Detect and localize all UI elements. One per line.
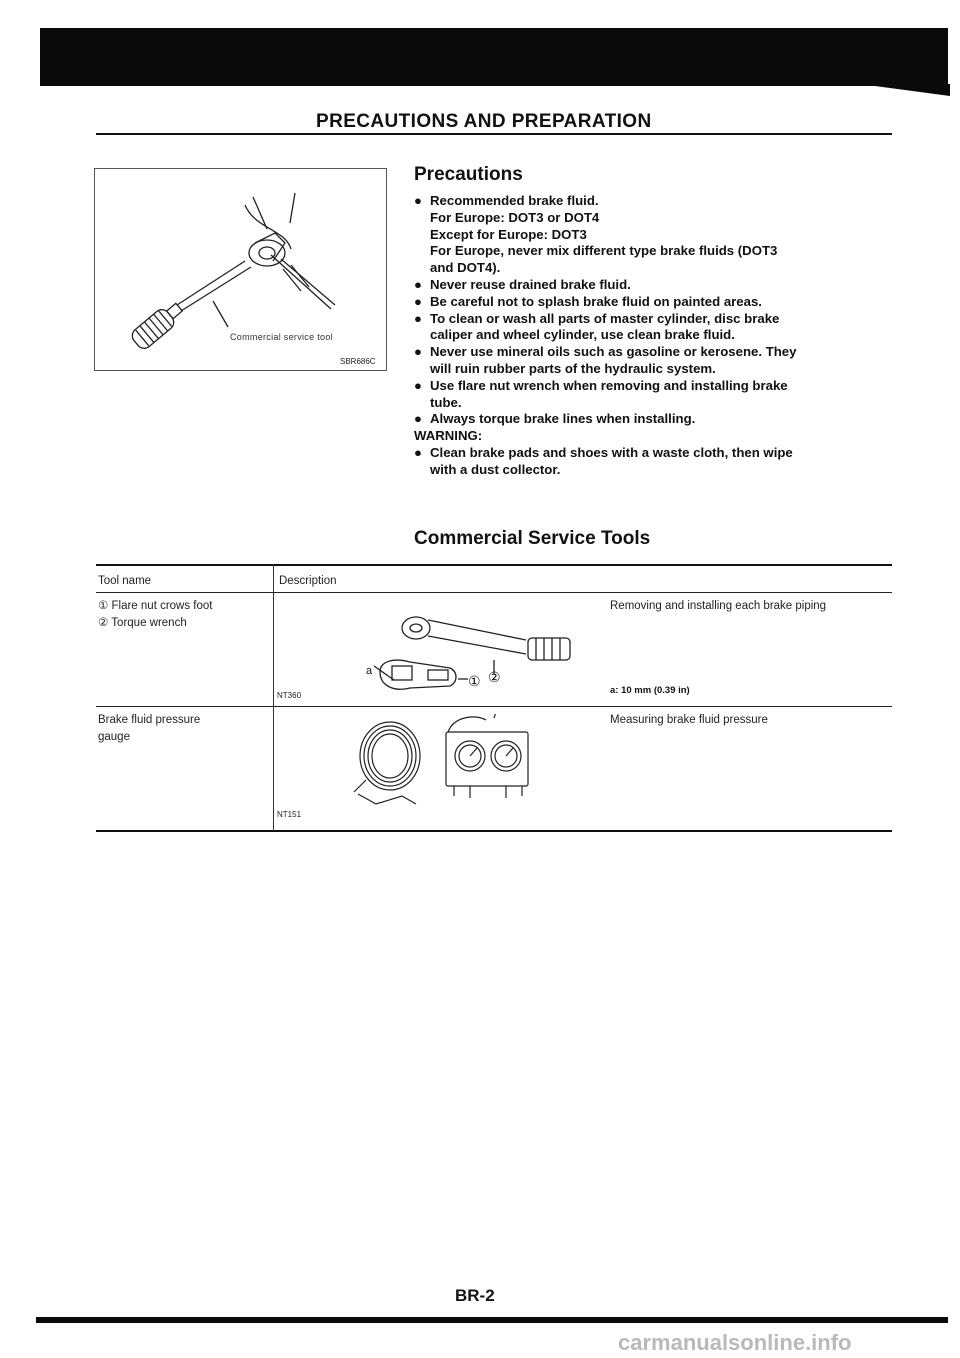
table-column-divider [273,564,274,832]
precaution-text-line: Never reuse drained brake fluid. [430,276,631,292]
tools-heading: Commercial Service Tools [414,528,651,549]
header-rule [96,592,892,593]
precaution-text-line: caliper and wheel cylinder, use clean brake fluid. [430,327,735,343]
precaution-text-line: Clean brake pads and shoes with a waste cloth, then wipe [430,444,793,460]
row-rule [96,706,892,707]
precaution-text-line: and DOT4). [430,260,501,276]
tool-description: Measuring brake fluid pressure [610,714,768,726]
precaution-text-line: tube. [430,394,462,410]
pressure-gauge-illustration [346,714,546,814]
tool-size-note: a: 10 mm (0.39 in) [610,685,690,696]
torque-wrench-illustration [346,604,606,700]
precaution-item [414,277,896,294]
precaution-text-line: Recommended brake fluid. [430,193,599,208]
precaution-item [414,294,896,311]
page-title: PRECAUTIONS AND PREPARATION [316,111,652,132]
figure-code: NT151 [277,810,302,819]
bullet-icon: ● [414,344,422,360]
figure-code: SBR686C [340,357,376,366]
title-rule [96,133,892,135]
precaution-item [414,378,896,412]
precaution-text-line: Never use mineral oils such as gasoline or kerosene. They [430,344,797,360]
tool-name-flare-nut: ① Flare nut crows foot [98,600,213,612]
table-bottom-rule [96,830,892,832]
precautions-heading: Precautions [414,164,523,185]
precaution-items [414,193,896,428]
table-top-rule [96,564,892,566]
precaution-item [414,411,896,428]
precaution-text-line: Be careful not to splash brake fluid on painted areas. [430,293,762,309]
page-number: BR-2 [455,1286,495,1305]
watermark: carmanualsonline.info [618,1330,852,1355]
warning-items [414,445,896,479]
column-header-tool-name: Tool name [98,575,152,587]
bullet-icon: ● [414,411,422,427]
tool-name-torque-wrench: ② Torque wrench [98,617,187,629]
precaution-text-line: Always torque brake lines when installing. [430,411,696,427]
precaution-text-line: with a dust collector. [430,461,561,477]
figure-code: NT360 [277,691,302,700]
precaution-text-line: For Europe, never mix different type brake fluids (DOT3 [430,243,778,259]
figure-caption: Commercial service tool [230,332,333,342]
precautions-list [414,193,896,479]
precaution-item [414,311,896,345]
column-header-description: Description [279,575,337,587]
bullet-icon: ● [414,193,422,208]
precaution-text-line: Except for Europe: DOT3 [430,226,587,242]
precaution-text-line: To clean or wash all parts of master cylinder, disc brake [430,310,780,326]
precaution-text-line: Use flare nut wrench when removing and installing brake [430,377,788,393]
label-one: ① [468,673,481,689]
precaution-text-line: will ruin rubber parts of the hydraulic system. [430,360,716,376]
precaution-item [414,344,896,378]
header-black-bar [40,28,948,86]
tool-description: Removing and installing each brake piping [610,600,827,612]
bullet-icon: ● [414,293,422,309]
warning-label: WARNING: [414,428,483,444]
bullet-icon: ● [414,444,422,460]
bullet-icon: ● [414,276,422,292]
footer-black-bar [36,1317,948,1323]
label-a: a [366,665,373,677]
tool-name-pressure-gauge-line2: gauge [98,731,130,743]
bullet-icon: ● [414,310,422,326]
bullet-icon: ● [414,377,422,393]
precaution-item [414,445,896,479]
tool-name-pressure-gauge: Brake fluid pressure [98,714,201,726]
label-two: ② [488,669,501,685]
precaution-text-line: For Europe: DOT3 or DOT4 [430,209,600,225]
precaution-item [414,193,896,277]
tools-table [96,564,892,832]
